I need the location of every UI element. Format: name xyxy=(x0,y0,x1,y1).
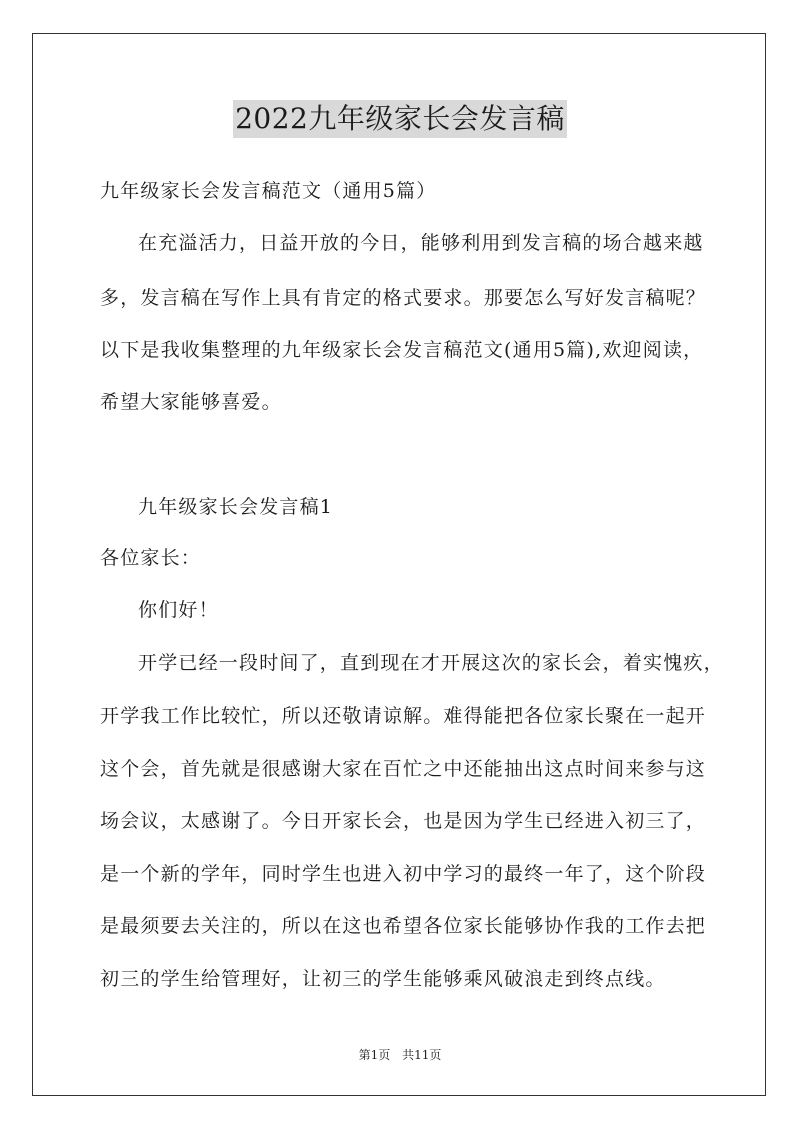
page-number-total: 共11页 xyxy=(402,1048,442,1062)
body-line: 这个会，首先就是很感谢大家在百忙之中还能抽出这点时间来参与这 xyxy=(100,758,707,780)
body-line: 初三的学生给管理好，让初三的学生能够乘风破浪走到终点线。 xyxy=(100,968,666,990)
page-number-current: 第1页 xyxy=(358,1048,391,1062)
intro-line: 在充溢活力，日益开放的今日，能够利用到发言稿的场合越来越 xyxy=(138,232,704,254)
intro-line: 多，发言稿在写作上具有肯定的格式要求。那要怎么写好发言稿呢？ xyxy=(100,287,707,309)
greeting: 你们好！ xyxy=(138,599,219,621)
subtitle: 九年级家长会发言稿范文（通用5篇） xyxy=(100,180,437,202)
document-title-wrapper xyxy=(0,100,800,138)
body-line: 开学我工作比较忙，所以还敬请谅解。难得能把各位家长聚在一起开 xyxy=(100,705,707,727)
salutation: 各位家长： xyxy=(100,547,202,569)
body-line: 是一个新的学年，同时学生也进入初中学习的最终一年了，这个阶段 xyxy=(100,863,707,885)
body-line: 是最须要去关注的，所以在这也希望各位家长能够协作我的工作去把 xyxy=(100,915,707,937)
intro-line: 希望大家能够喜爱。 xyxy=(100,391,282,413)
document-title: 2022九年级家长会发言稿 xyxy=(233,100,567,138)
page-footer xyxy=(0,1046,800,1063)
section-heading: 九年级家长会发言稿1 xyxy=(138,496,334,518)
body-line: 开学已经一段时间了，直到现在才开展这次的家长会，着实愧疚， xyxy=(138,652,724,674)
intro-line: 以下是我收集整理的九年级家长会发言稿范文(通用5篇),欢迎阅读， xyxy=(100,339,704,361)
body-line: 场会议，太感谢了。今日开家长会，也是因为学生已经进入初三了， xyxy=(100,810,707,832)
